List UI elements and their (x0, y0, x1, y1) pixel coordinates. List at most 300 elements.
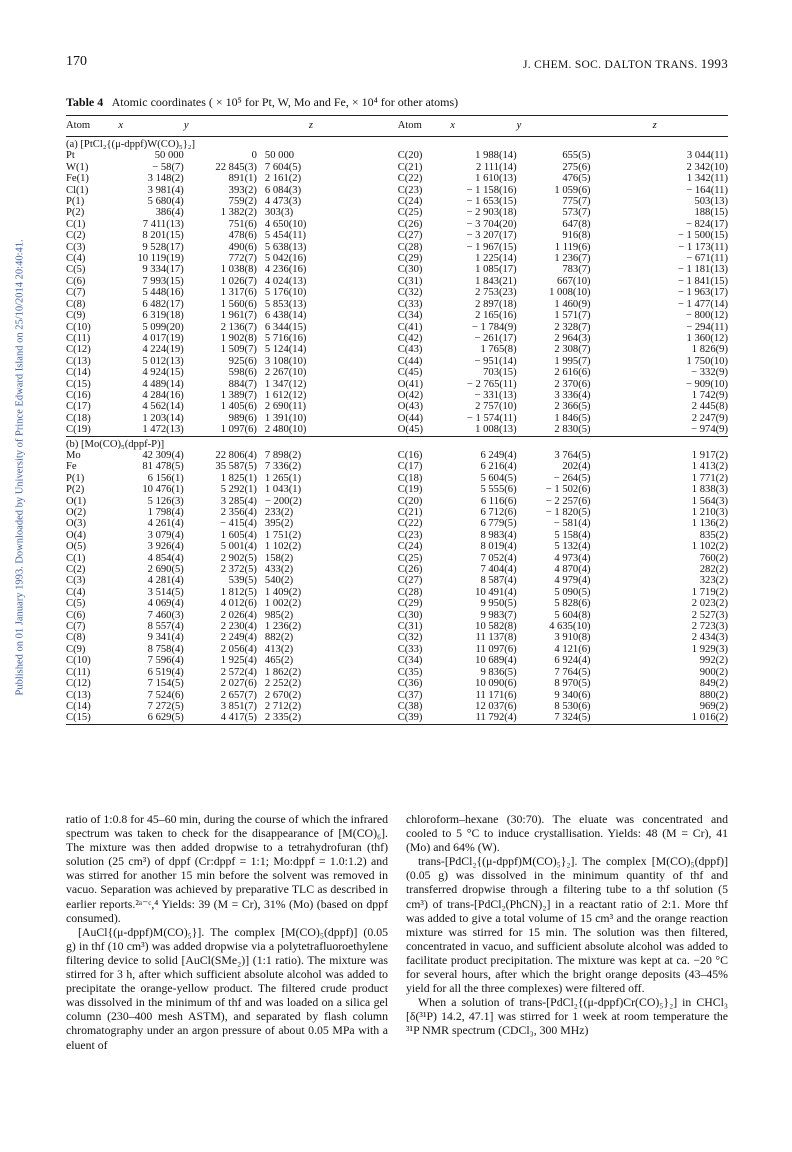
table-cell: C(3) (66, 575, 86, 587)
table-row (66, 541, 728, 552)
table-cell: 3 926(4) (147, 541, 184, 553)
table-cell: 1 016(2) (691, 712, 728, 724)
table-cell: 4 024(13) (264, 275, 307, 287)
table-cell: 8 758(4) (147, 643, 184, 655)
table-cell: 4 121(6) (554, 643, 591, 655)
table-cell: 3 336(4) (554, 389, 591, 401)
table-cell: C(34) (397, 655, 423, 667)
table-cell: − 1 181(13) (677, 264, 728, 276)
table-cell: 835(2) (699, 529, 728, 541)
table-cell: 10 582(8) (475, 621, 517, 633)
table-cell: 1 917(2) (691, 449, 728, 461)
table-cell: 2 434(3) (691, 632, 728, 644)
table-cell: 2 445(8) (691, 401, 728, 413)
table-cell: 202(4) (562, 461, 591, 473)
table-cell: C(30) (397, 264, 423, 276)
table-cell: 1 391(10) (264, 412, 307, 424)
table-cell: 540(2) (264, 575, 294, 587)
table-cell: 11 137(8) (475, 632, 517, 644)
table-cell: 884(7) (228, 378, 257, 390)
table-cell: 1 038(8) (220, 264, 257, 276)
running-header (523, 56, 728, 72)
table-cell: 9 341(4) (147, 632, 184, 644)
table-cell: 2 252(2) (264, 678, 302, 690)
table-cell: C(18) (397, 472, 423, 484)
table-cell: 1 409(2) (264, 586, 302, 598)
table-cell: C(37) (397, 689, 423, 701)
table-row (66, 587, 728, 598)
table-cell: 1 610(13) (475, 173, 517, 185)
table-cell: 2 897(18) (475, 298, 517, 310)
table-cell: C(34) (397, 310, 423, 322)
table-cell: 1 085(17) (475, 264, 517, 276)
table-cell: 8 530(6) (554, 700, 591, 712)
col-header: x (118, 120, 124, 132)
table-cell: 7 272(5) (147, 700, 184, 712)
table-cell: − 1 820(5) (545, 507, 591, 518)
table-cell: C(17) (397, 461, 423, 473)
table-cell: 1 102(2) (264, 541, 302, 553)
table-cell: 8 557(4) (147, 621, 184, 633)
table-cell: 5 292(1) (220, 484, 257, 496)
table-cell: O(4) (66, 529, 87, 541)
table-cell: C(45) (397, 367, 423, 379)
table-cell: 1 225(14) (475, 253, 517, 265)
table-cell: C(6) (66, 609, 86, 621)
table-cell: C(26) (397, 218, 423, 230)
table-cell: 916(8) (562, 230, 591, 242)
table-cell: C(21) (397, 507, 423, 518)
table-cell: 8 970(5) (554, 678, 591, 690)
table-cell: 1 798(4) (147, 507, 184, 518)
table-cell: 6 156(1) (147, 472, 184, 484)
table-cell: 1 961(7) (220, 310, 257, 322)
table-cell: C(15) (66, 378, 91, 390)
table-cell: 12 037(6) (475, 700, 517, 712)
table-cell: 5 099(20) (142, 321, 184, 333)
table-cell: C(1) (66, 552, 86, 564)
table-cell: 386(4) (155, 207, 184, 219)
table-row (66, 564, 728, 575)
table-cell: 1 102(2) (691, 541, 728, 553)
table-cell: 9 334(17) (142, 264, 184, 276)
table-cell: 413(2) (264, 643, 294, 655)
col-header: x (450, 120, 455, 132)
table-cell: 11 097(6) (475, 643, 517, 655)
table-cell: 1 509(7) (220, 344, 257, 356)
left-column (66, 812, 388, 1052)
table-cell: 188(15) (694, 207, 728, 219)
table-cell: 2 527(3) (691, 609, 728, 621)
table-cell: 465(2) (264, 655, 294, 667)
table-row (66, 690, 728, 701)
table-cell: 6 344(15) (264, 321, 307, 333)
table-cell: 8 587(4) (480, 575, 517, 587)
col-header: Atom (397, 120, 422, 132)
table-cell: O(2) (66, 507, 87, 518)
download-watermark-text: Published on 01 January 1993. Downloaded by University of Prince Edward Island on 25/10/2014 20:40:41. (14, 239, 26, 696)
table-cell: 50 000 (154, 150, 184, 162)
table-cell: 7 604(5) (264, 161, 302, 173)
table-cell: 4 489(14) (142, 378, 184, 390)
table-cell: C(23) (397, 529, 423, 541)
table-cell: 303(3) (264, 207, 294, 219)
table-cell: 647(8) (562, 218, 591, 230)
table-cell: 275(6) (562, 161, 591, 173)
table-cell: 2 308(7) (554, 344, 591, 356)
table-cell: 7 052(4) (480, 552, 517, 564)
table-cell: W(1) (66, 161, 89, 173)
table-cell: 1 560(6) (220, 298, 257, 310)
table-cell: C(23) (397, 184, 423, 196)
table-row (66, 598, 728, 609)
table-cell: − 3 704(20) (466, 218, 517, 230)
table-cell: 4 870(4) (554, 564, 591, 576)
table-cell: C(13) (66, 689, 91, 701)
table-cell: 4 281(4) (147, 575, 184, 587)
paragraph: When a solution of trans-[PdCl₂{(μ-dppf)Cr(CO)₅}₂] in CHCl₃ [δ(³¹P) 14.2, 47.1] was stirred for 1 week at room temperature the ³¹P NMR spectrum (CDCl₃, 300 MHz) (406, 995, 728, 1038)
table-cell: 5 124(14) (264, 344, 307, 356)
table-row (66, 196, 728, 207)
table-cell: 22 845(3) (215, 161, 257, 173)
table-cell: 2 690(11) (264, 401, 307, 413)
table-row (66, 496, 728, 507)
table-cell: 9 983(7) (480, 609, 517, 621)
table-cell: 4 236(16) (264, 264, 307, 276)
table-cell: 4 854(4) (147, 552, 184, 564)
table-cell: 539(5) (228, 575, 257, 587)
table-cell: 1 236(7) (554, 253, 591, 265)
table-cell: 158(2) (264, 552, 294, 564)
section-a-body (66, 137, 728, 437)
table-cell: 1 605(4) (220, 529, 257, 541)
table-row (66, 173, 728, 184)
table-cell: 7 460(3) (147, 609, 184, 621)
table-cell: 1 389(7) (220, 389, 257, 401)
table-cell: C(4) (66, 253, 86, 265)
table-row (66, 507, 728, 518)
table-cell: 1 008(10) (549, 287, 591, 299)
table-cell: 891(1) (228, 173, 257, 185)
table-cell: C(25) (397, 207, 423, 219)
table-cell: 5 716(16) (264, 332, 307, 344)
table-cell: − 2 765(11) (466, 378, 517, 390)
table-cell: C(25) (397, 552, 423, 564)
table-cell: 4 979(4) (554, 575, 591, 587)
table-cell: 6 116(6) (480, 495, 517, 507)
table-row (66, 390, 728, 401)
table-cell: 4 012(6) (220, 598, 257, 610)
table-cell: 2 830(5) (554, 424, 591, 436)
table-cell: 1 460(9) (554, 298, 591, 310)
table-cell: C(27) (397, 575, 423, 587)
table-cell: 2 690(5) (147, 564, 184, 576)
table-cell: 1 002(2) (264, 598, 302, 610)
table-cell: C(10) (66, 321, 91, 333)
table-cell: C(24) (397, 541, 423, 553)
table-cell: 1 812(5) (220, 586, 257, 598)
table-cell: 2 027(6) (220, 678, 257, 690)
table-cell: 3 514(5) (147, 586, 184, 598)
table-cell: C(4) (66, 586, 86, 598)
table-row (66, 367, 728, 378)
table-cell: 1 765(8) (480, 344, 517, 356)
table-row (66, 276, 728, 287)
table-cell: O(5) (66, 541, 87, 553)
col-header: Atom (66, 120, 91, 132)
table-cell: 1 342(11) (686, 173, 728, 185)
table-cell: P(1) (66, 196, 85, 208)
table-row (66, 413, 728, 424)
table-cell: O(45) (397, 424, 423, 436)
table-cell: 2 161(2) (264, 173, 302, 185)
table-cell: 1 008(13) (475, 424, 517, 436)
table-cell: 6 216(4) (480, 461, 517, 473)
table-cell: 1 265(1) (264, 472, 302, 484)
table-cell: C(30) (397, 609, 423, 621)
table-cell: 5 828(6) (554, 598, 591, 610)
download-watermark (0, 0, 26, 1152)
table-cell: 2 712(2) (264, 700, 302, 712)
table-cell: 1 043(1) (264, 484, 302, 496)
table-cell: 5 604(8) (554, 609, 591, 621)
table-cell: 2 056(4) (220, 643, 257, 655)
table-cell: 7 404(4) (480, 564, 517, 576)
table-cell: 1 846(5) (554, 412, 591, 424)
table-cell: C(12) (66, 678, 91, 690)
table-cell: 1 838(3) (691, 484, 728, 496)
table-cell: 2 670(2) (264, 689, 302, 701)
table-cell: C(27) (397, 230, 423, 242)
table-cell: − 581(4) (553, 518, 591, 530)
table-row (66, 610, 728, 621)
table-cell: 1 347(12) (264, 378, 307, 390)
table-cell: 5 001(4) (220, 541, 257, 553)
table-cell: C(33) (397, 643, 423, 655)
table-cell: 2 657(7) (220, 689, 257, 701)
table-row (66, 150, 728, 161)
section-b-body (66, 436, 728, 724)
table-cell: − 332(9) (691, 367, 728, 379)
table-cell: 1 564(3) (691, 495, 728, 507)
table-cell: 2 964(3) (554, 332, 591, 344)
table-cell: 7 898(2) (264, 449, 302, 461)
table-cell: 7 324(5) (554, 712, 591, 724)
table-row (66, 424, 728, 436)
table-cell: C(2) (66, 564, 86, 576)
coordinates-table (66, 115, 728, 725)
table-cell: 50 000 (264, 150, 295, 162)
table-cell: 1 843(21) (475, 275, 517, 287)
table-cell: 3 764(5) (554, 449, 591, 461)
table-cell: 849(2) (699, 678, 728, 690)
paragraph: ratio of 1:0.8 for 45–60 min, during the course of which the infrared spectrum was taken to check for the disappearance of [M(CO)₆]. The mixture was then added dropwise to a tetrahydrofuran (thf) solution (25 cm³) of dppf (Cr:dppf = 1:1; Mo:dppf = 1.0:1.2) and was stirred for another 15 min before the solvent was removed in vacuo. Separation was achieved by preparative TLC as described in earlier reports.²ᵃ⁻ᶜ,⁴ Yields: 39 (M = Cr), 31% (Mo) (based on dppf consumed). (66, 812, 388, 925)
table-cell: C(9) (66, 643, 86, 655)
table-cell: 1 902(8) (220, 332, 257, 344)
table-row (66, 333, 728, 344)
table-cell: 6 438(14) (264, 310, 307, 322)
table-cell: C(38) (397, 700, 423, 712)
table-cell: 5 448(16) (142, 287, 184, 299)
table-cell: − 1 500(15) (677, 230, 728, 242)
table-cell: 6 712(6) (480, 507, 517, 518)
table-cell: 1 862(2) (264, 666, 302, 678)
table-row (66, 253, 728, 264)
table-row (66, 667, 728, 678)
table-cell: C(15) (66, 712, 91, 724)
table-cell: C(33) (397, 298, 423, 310)
table-cell: 925(6) (228, 355, 257, 367)
table-cell: Fe(1) (66, 173, 89, 185)
table-cell: C(19) (397, 484, 423, 496)
table-cell: 3 148(2) (147, 173, 184, 185)
table-label: Table 4 (66, 95, 104, 109)
table-cell: C(31) (397, 275, 423, 287)
table-cell: C(11) (66, 666, 91, 678)
table-cell: 2 111(14) (475, 161, 517, 173)
table-cell: 775(7) (562, 196, 591, 208)
table-cell: 882(2) (264, 632, 294, 644)
table-cell: C(12) (66, 344, 91, 356)
table-row (66, 530, 728, 541)
table-cell: 2 247(9) (691, 412, 728, 424)
journal-name: J. CHEM. SOC. DALTON TRANS. (522, 59, 698, 71)
table-cell: 1 317(6) (220, 287, 257, 299)
table-cell: 2 342(10) (686, 161, 728, 173)
table-cell: − 1 574(11) (466, 412, 517, 424)
table-cell: 7 411(13) (142, 218, 184, 230)
table-cell: 6 629(5) (147, 712, 184, 724)
paragraph: chloroform–hexane (30:70). The eluate was concentrated and cooled to 5 °C to induce crystallisation. Yields: 48 (M = Cr), 41 (Mo) and 64% (W). (406, 812, 728, 855)
table-cell: − 58(7) (152, 161, 184, 173)
page-number: 170 (66, 54, 87, 69)
table-cell: C(20) (397, 150, 423, 162)
table-cell: 2 335(2) (264, 712, 302, 724)
table-cell: 395(2) (264, 518, 294, 530)
table-cell: 10 119(19) (137, 253, 184, 265)
table-cell: 5 158(4) (554, 529, 591, 541)
table-cell: 1 360(12) (686, 332, 728, 344)
table-cell: 1 750(10) (686, 355, 728, 367)
table-cell: C(29) (397, 598, 423, 610)
table-row (66, 484, 728, 495)
table-cell: 1 925(4) (220, 655, 257, 667)
table-cell: 1 026(7) (220, 275, 257, 287)
table-cell: C(28) (397, 586, 423, 598)
table-cell: 783(7) (562, 264, 591, 276)
table-cell: 2 902(5) (220, 552, 257, 564)
table-cell: 2 356(4) (220, 507, 257, 518)
table-cell: 4 650(10) (264, 218, 307, 230)
table-row (66, 185, 728, 196)
table-cell: C(8) (66, 632, 86, 644)
table-cell: − 1 841(15) (677, 275, 728, 287)
table-cell: 1 771(2) (691, 472, 728, 484)
table-cell: 7 154(5) (147, 678, 184, 690)
table-cell: 323(2) (699, 575, 728, 587)
table-cell: 880(2) (699, 689, 728, 701)
table-cell: C(8) (66, 298, 86, 310)
table-cell: 5 680(4) (147, 196, 184, 208)
table-cell: 969(2) (699, 700, 728, 712)
table-cell: P(2) (66, 484, 85, 496)
table-row (66, 678, 728, 689)
table-cell: − 2 903(18) (466, 207, 517, 219)
table-cell: 11 171(6) (475, 689, 517, 701)
table-cell: 503(13) (694, 196, 728, 208)
table-cell: C(18) (66, 412, 91, 424)
table-cell: P(1) (66, 472, 85, 484)
table-cell: − 164(11) (686, 184, 728, 196)
table-cell: C(14) (66, 367, 91, 379)
table-cell: O(41) (397, 378, 423, 390)
table-cell: 1 742(9) (691, 389, 728, 401)
table-row (66, 701, 728, 712)
table-cell: 5 090(5) (554, 586, 591, 598)
table-caption-text: Atomic coordinates ( × 10⁵ for Pt, W, Mo and Fe, × 10⁴ for other atoms) (111, 95, 459, 109)
table-cell: C(42) (397, 332, 423, 344)
table-row (66, 344, 728, 355)
table-cell: C(17) (66, 401, 91, 413)
table-cell: 5 638(13) (264, 241, 307, 253)
section-title: (b) [Mo(CO)₅(dppf-P)] (66, 438, 165, 450)
table-cell: 10 090(6) (475, 678, 517, 690)
table-cell: C(28) (397, 241, 423, 253)
table-cell: 667(10) (557, 275, 591, 287)
table-cell: 5 454(11) (264, 230, 307, 242)
table-cell: C(20) (397, 495, 423, 507)
table-cell: 4 562(14) (142, 401, 184, 413)
table-cell: 4 635(10) (549, 621, 591, 633)
table-cell: 703(15) (483, 367, 517, 379)
table-cell: 1 472(13) (142, 424, 184, 436)
table-row (66, 575, 728, 586)
table-row (66, 356, 728, 367)
table-cell: 10 491(4) (475, 586, 517, 598)
table-cell: − 2 257(6) (545, 495, 591, 507)
table-cell: 5 604(5) (480, 472, 517, 484)
table-cell: − 264(5) (553, 472, 591, 484)
table-cell: Fe (66, 461, 77, 473)
table-cell: 2 026(4) (220, 609, 257, 621)
table-cell: C(41) (397, 321, 423, 333)
table-cell: Mo (66, 449, 81, 461)
table-cell: C(11) (66, 332, 91, 344)
table-cell: Pt (66, 150, 75, 162)
journal-year: 1993 (700, 56, 728, 71)
table-cell: − 1 784(9) (471, 321, 517, 333)
table-cell: 5 853(13) (264, 298, 307, 310)
table-cell: C(9) (66, 310, 86, 322)
table-cell: 4 069(4) (147, 598, 184, 610)
table-cell: 2 480(10) (264, 424, 307, 436)
table-cell: 3 285(4) (220, 495, 257, 507)
table-cell: C(32) (397, 287, 423, 299)
table-cell: C(14) (66, 700, 91, 712)
table-cell: 1 119(6) (554, 241, 591, 253)
table-cell: 1 210(3) (691, 507, 728, 518)
table-cell: 1 612(12) (264, 389, 307, 401)
table-cell: 4 017(19) (142, 332, 184, 344)
table-cell: C(36) (397, 678, 423, 690)
table-cell: C(22) (397, 173, 423, 185)
table-cell: 11 792(4) (475, 712, 517, 724)
table-cell: 598(6) (228, 367, 257, 379)
table-cell: 5 042(16) (264, 253, 307, 265)
table-cell: O(3) (66, 518, 87, 530)
table-cell: − 200(2) (264, 495, 302, 507)
table-row (66, 401, 728, 412)
